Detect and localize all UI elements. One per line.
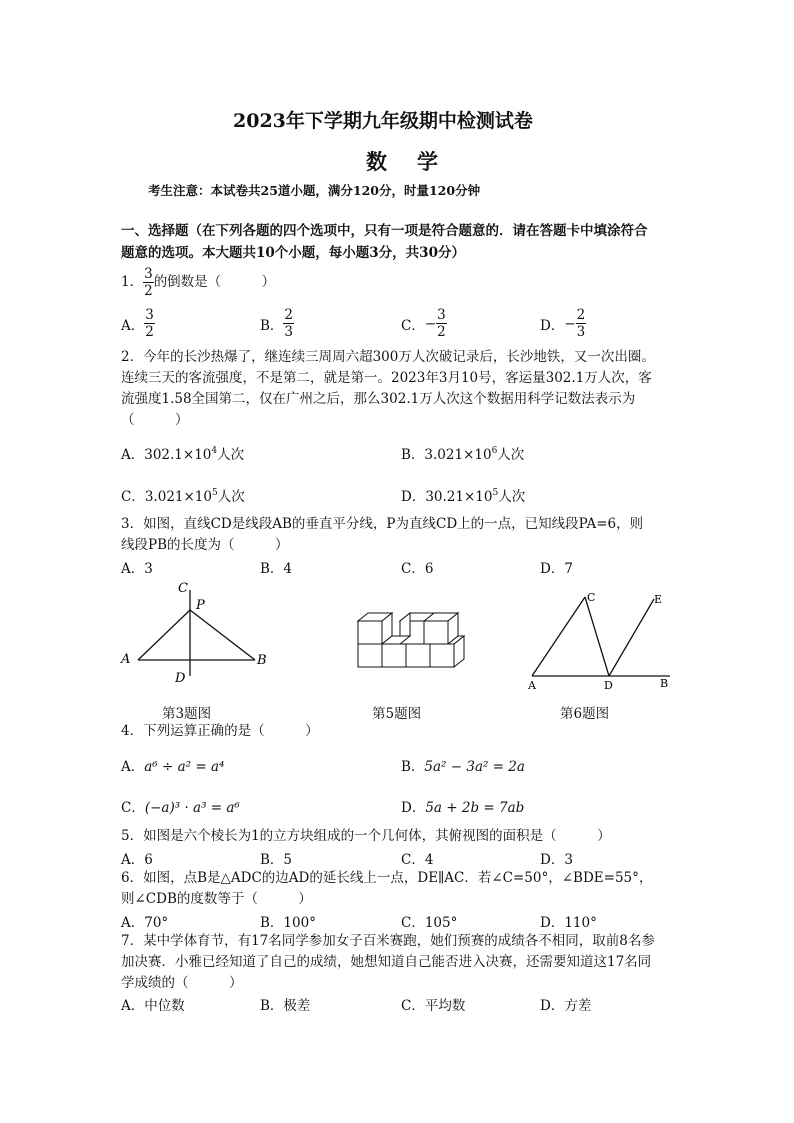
segment-pb xyxy=(190,610,255,660)
option-base: 3.021×10 xyxy=(144,489,212,505)
fraction xyxy=(436,307,447,340)
denominator: 3 xyxy=(284,324,294,340)
q2-option-b xyxy=(401,443,524,463)
option-label: D． xyxy=(401,800,426,816)
q1-option-d xyxy=(540,307,586,340)
question-6-line2: 则∠CDB的度数等于（ ） xyxy=(121,891,312,907)
question-4-stem: 4．下列运算正确的是（ ） xyxy=(121,723,319,739)
label-e: E xyxy=(654,593,663,606)
option-label: A． xyxy=(121,317,145,334)
exponent: 5 xyxy=(211,488,218,498)
figure-6-diagram xyxy=(520,586,680,696)
q5-option-c: C．4 xyxy=(401,852,434,868)
question-5-stem: 5．如图是六个棱长为1的立方块组成的一个几何体，其俯视图的面积是（ ） xyxy=(121,828,611,844)
cube-front xyxy=(430,644,454,667)
cube-front xyxy=(382,644,406,667)
label-a: A xyxy=(121,652,131,667)
q1-option-c xyxy=(401,307,447,340)
option-label: B． xyxy=(260,317,284,334)
option-label: C． xyxy=(121,800,145,816)
label-a: A xyxy=(528,679,536,692)
option-expression: a⁶ ÷ a² = a⁴ xyxy=(144,759,225,775)
option-label: C． xyxy=(401,317,425,334)
q5-option-b: B．5 xyxy=(260,852,293,868)
numerator: 2 xyxy=(284,307,294,323)
option-label: A． xyxy=(121,759,145,775)
exam-title: 2023年下学期九年级期中检测试卷 xyxy=(233,110,533,132)
label-d: D xyxy=(175,671,186,686)
question-text: 的倒数是（ ） xyxy=(153,274,276,290)
figure-5-cubes xyxy=(350,600,475,672)
q5-option-a: A．6 xyxy=(121,852,153,868)
question-2-line3: 流强度1.58全国第二，仅在广州之后，那么302.1万人次这个数据用科学记数法表示为 xyxy=(121,391,636,407)
q4-option-d xyxy=(401,796,524,816)
denominator: 3 xyxy=(576,324,586,340)
option-label: C． xyxy=(121,489,145,505)
question-1-stem xyxy=(121,266,275,299)
q3-option-a: A．3 xyxy=(121,561,153,577)
option-base: 302.1×10 xyxy=(144,447,212,463)
question-2-line4: （ ） xyxy=(121,412,189,428)
q3-option-d: D．7 xyxy=(540,561,573,577)
numerator: 3 xyxy=(144,266,153,282)
option-sign: − xyxy=(564,315,576,332)
option-base: 30.21×10 xyxy=(425,489,493,505)
option-unit: 人次 xyxy=(217,489,245,505)
question-2-line2: 连续三天的客流强度，不是第二，就是第一。2023年3月10号，客运量302.1万人次，客 xyxy=(121,370,652,386)
option-expression: 5a + 2b = 7ab xyxy=(425,800,525,816)
exponent: 4 xyxy=(211,446,218,456)
section-heading-line2: 题意的选项。本大题共10个小题，每小题3分，共30分） xyxy=(121,245,465,261)
segment-cd xyxy=(585,597,609,676)
q7-option-c: C．平均数 xyxy=(401,998,466,1014)
q7-option-a: A．中位数 xyxy=(121,998,185,1014)
option-label: D． xyxy=(401,489,426,505)
figure-3-diagram xyxy=(115,578,275,688)
q7-option-d: D．方差 xyxy=(540,998,592,1014)
segment-pa xyxy=(138,610,190,660)
option-expression: 5a² − 3a² = 2a xyxy=(424,759,525,775)
option-unit: 人次 xyxy=(498,489,526,505)
exponent: 5 xyxy=(492,488,499,498)
question-7-line3: 学成绩的（ ） xyxy=(121,975,243,991)
cube-front xyxy=(358,644,382,667)
option-base: 3.021×10 xyxy=(424,447,492,463)
fraction xyxy=(144,307,155,340)
question-2-line1: 2．今年的长沙热爆了，继连续三周周六超300万人次破记录后，长沙地铁，又一次出圈。 xyxy=(121,349,655,365)
figure-6-caption: 第6题图 xyxy=(560,706,610,722)
q7-option-b: B．极差 xyxy=(260,998,311,1014)
numerator: 3 xyxy=(145,307,154,323)
q1-option-a xyxy=(121,307,155,340)
fraction xyxy=(143,266,154,299)
cube-front xyxy=(358,621,382,644)
exam-notice: 考生注意：本试卷共25道小题，满分120分，时量120分钟 xyxy=(148,183,481,198)
label-b: B xyxy=(257,653,267,668)
label-p: P xyxy=(196,598,205,613)
q2-option-d xyxy=(401,485,525,505)
option-expression: (−a)³ · a³ = a⁶ xyxy=(144,800,240,816)
label-c: C xyxy=(178,581,188,596)
q4-option-a xyxy=(121,755,224,775)
option-unit: 人次 xyxy=(217,447,245,463)
figure-3-caption: 第3题图 xyxy=(162,706,212,722)
q6-option-b: B．100° xyxy=(260,915,316,931)
question-6-line1: 6．如图，点B是△ADC的边AD的延长线上一点，DE∥AC．若∠C=50°，∠BDE=55°， xyxy=(121,870,653,886)
question-number: 1． xyxy=(121,274,144,290)
fraction xyxy=(283,307,294,340)
question-7-line2: 加决赛．小雅已经知道了自己的成绩，她想知道自己能否进入决赛，还需要知道这17名同 xyxy=(121,954,652,970)
option-label: A． xyxy=(121,447,145,463)
segment-ac xyxy=(532,597,585,676)
q2-option-c xyxy=(121,485,245,505)
numerator: 2 xyxy=(576,307,586,323)
q5-option-d: D．3 xyxy=(540,852,573,868)
q1-option-b xyxy=(260,307,294,340)
subject-title: 数学 xyxy=(366,149,468,174)
label-c: C xyxy=(587,591,596,604)
q6-option-d: D．110° xyxy=(540,915,597,931)
denominator: 2 xyxy=(145,324,154,340)
denominator: 2 xyxy=(437,324,446,340)
question-3-line1: 3．如图，直线CD是线段AB的垂直平分线，P为直线CD上的一点，已知线段PA=6，则 xyxy=(121,516,644,532)
question-3-line2: 线段PB的长度为（ ） xyxy=(121,537,289,553)
fraction xyxy=(576,307,587,340)
q4-option-b xyxy=(401,755,525,775)
numerator: 3 xyxy=(437,307,446,323)
q6-option-a: A．70° xyxy=(121,915,169,931)
figure-5-caption: 第5题图 xyxy=(372,706,422,722)
option-sign: − xyxy=(424,315,437,332)
q2-option-a xyxy=(121,443,244,463)
cube-front xyxy=(424,621,448,644)
option-unit: 人次 xyxy=(497,447,525,463)
q4-option-c xyxy=(121,796,240,816)
denominator: 2 xyxy=(144,283,153,299)
q3-option-c: C．6 xyxy=(401,561,434,577)
section-heading-line1: 一、选择题（在下列各题的四个选项中，只有一项是符合题意的．请在答题卡中填涂符合 xyxy=(121,223,648,239)
q3-option-b: B．4 xyxy=(260,561,293,577)
ray-de xyxy=(609,599,654,676)
cube-side xyxy=(392,613,410,636)
cube-front xyxy=(406,644,430,667)
option-label: B． xyxy=(401,447,425,463)
question-7-line1: 7．某中学体育节，有17名同学参加女子百米赛跑，她们预赛的成绩各不相同，取前8名参 xyxy=(121,933,655,949)
option-label: D． xyxy=(540,317,565,334)
exponent: 6 xyxy=(491,446,498,456)
label-b: B xyxy=(660,677,669,690)
q6-option-c: C．105° xyxy=(401,915,458,931)
option-label: B． xyxy=(401,759,425,775)
label-d: D xyxy=(604,679,613,692)
